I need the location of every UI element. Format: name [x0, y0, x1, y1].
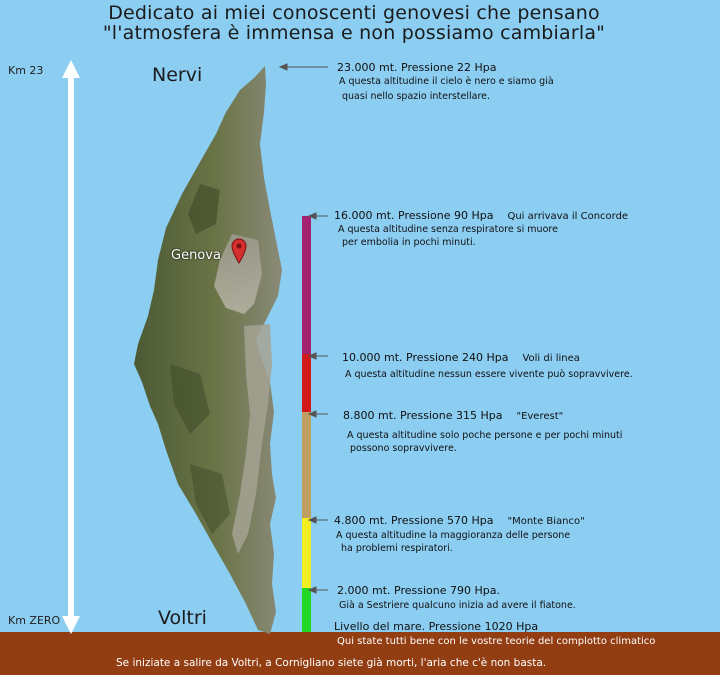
level-10000-note: Voli di linea [522, 353, 580, 364]
level-16000-desc-2: per embolia in pochi minuti. [342, 237, 476, 248]
level-8800-title [343, 409, 563, 422]
altitude-bar-2000 [302, 588, 311, 632]
place-voltri: Voltri [158, 607, 207, 629]
level-4800-desc-1: A questa altitudine la maggioranza delle persone [336, 530, 571, 541]
level-8800-desc-1: A questa altitudine solo poche persone e per pochi minuti [347, 430, 623, 441]
level-4800-pressure: 4.800 mt. Pressione 570 Hpa [334, 514, 494, 527]
title-line-2: "l'atmosfera è immensa e non possiamo cambiarla" [102, 22, 606, 44]
level-16000-title [334, 209, 628, 222]
place-nervi: Nervi [152, 64, 203, 86]
level-16000-pressure: 16.000 mt. Pressione 90 Hpa [334, 209, 494, 222]
level-10000-pressure: 10.000 mt. Pressione 240 Hpa [342, 351, 509, 364]
level-16000-desc-1: A questa altitudine senza respiratore si muore [338, 224, 558, 235]
level-8800-note: "Everest" [516, 411, 564, 422]
level-4800-desc-2: ha problemi respiratori. [341, 543, 453, 554]
level-10000-desc-1: A questa altitudine nessun essere vivente può sopravvivere. [345, 369, 633, 380]
map-pin-label: Genova [171, 248, 221, 263]
level-2000-title: 2.000 mt. Pressione 790 Hpa. [337, 584, 500, 597]
level-23000-desc-1: A questa altitudine il cielo è nero e siamo già [339, 76, 554, 87]
level-4800-note: "Monte Bianco" [507, 516, 585, 527]
height-scale-arrow [58, 58, 84, 636]
altitude-bar-8800 [302, 412, 311, 518]
level-2000-desc-1: Già a Sestriere qualcuno inizia ad avere il fiatone. [339, 600, 576, 611]
level-23000-title: 23.000 mt. Pressione 22 Hpa [337, 61, 497, 74]
map-pin-icon [231, 238, 247, 264]
ground-text-1: Qui state tutti bene con le vostre teorie del complotto climatico [337, 636, 656, 647]
altitude-bar-10000 [302, 354, 311, 412]
level-16000-note: Qui arrivava il Concorde [507, 211, 629, 222]
level-sea-title: Livello del mare. Pressione 1020 Hpa [334, 620, 539, 633]
ground-text-2: Se iniziate a salire da Voltri, a Cornigliano siete già morti, l'aria che c'è non basta. [116, 657, 547, 669]
level-10000-title [342, 351, 580, 364]
satellite-map-image [130, 64, 310, 634]
level-8800-pressure: 8.800 mt. Pressione 315 Hpa [343, 409, 503, 422]
scale-top-label: Km 23 [8, 64, 44, 77]
altitude-bar-4800 [302, 518, 311, 588]
altitude-bar-16000 [302, 216, 311, 354]
level-8800-desc-2: possono sopravvivere. [350, 443, 457, 454]
level-23000-desc-2: quasi nello spazio interstellare. [342, 91, 491, 102]
level-4800-title [334, 514, 585, 527]
scale-bottom-label: Km ZERO [8, 614, 61, 627]
title-line-1: Dedicato ai miei conoscenti genovesi che pensano [108, 2, 600, 24]
